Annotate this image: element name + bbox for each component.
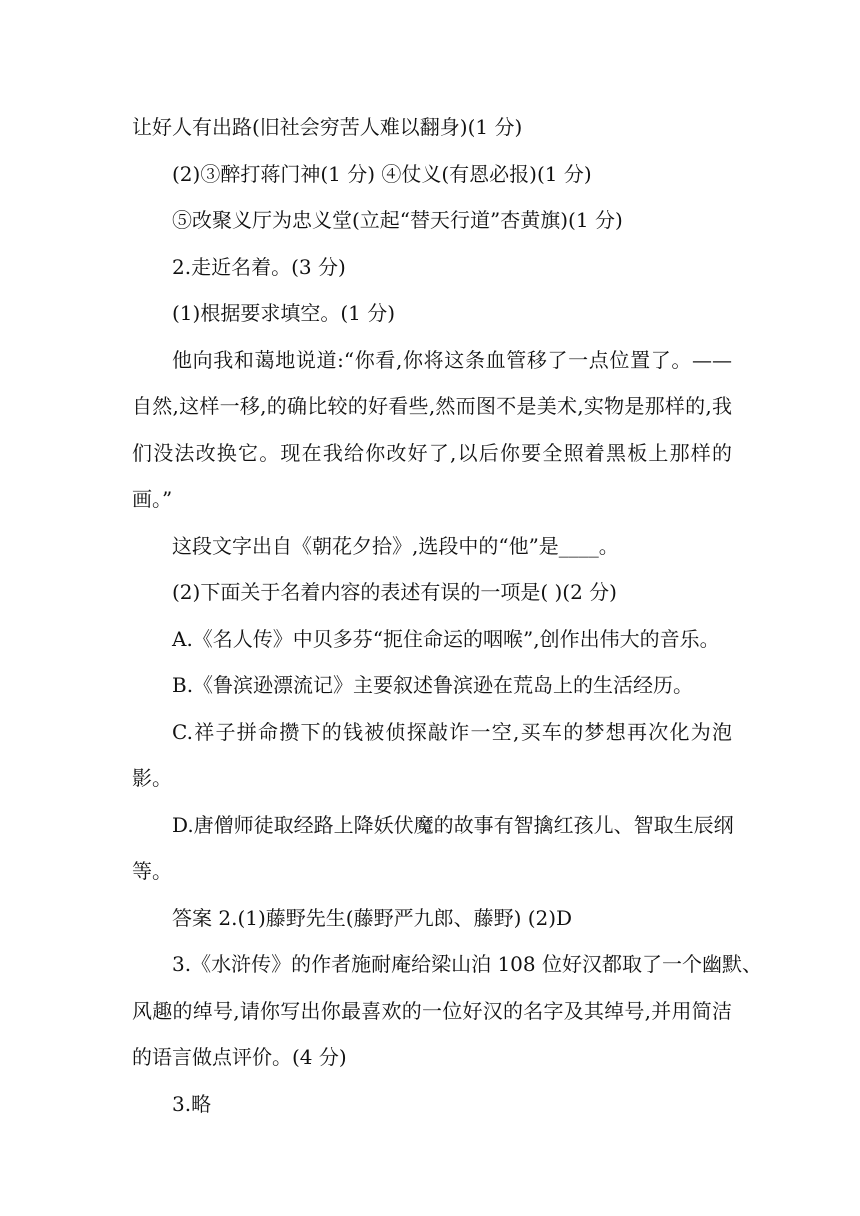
- quote-line: 们没法改换它。现在我给你改好了,以后你要全照着黑板上那样的: [132, 440, 732, 465]
- option-c: C.祥子拼命攒下的钱被侦探敲诈一空,买车的梦想再次化为泡: [172, 719, 732, 744]
- question-2-heading: 2.走近名着。(3 分): [172, 254, 346, 279]
- answer-line: 答案 2.(1)藤野先生(藤野严九郎、藤野) (2)D: [172, 905, 573, 930]
- subquestion-1: (1)根据要求填空。(1 分): [172, 301, 396, 325]
- quote-line: 自然,这样一移,的确比较的好看些,然而图不是美术,实物是那样的,我: [132, 394, 732, 418]
- option-d: D.唐僧师徒取经路上降妖伏魔的故事有智擒红孩儿、智取生辰纲: [172, 812, 734, 837]
- option-c-continued: 影。: [132, 766, 172, 790]
- question-3: 3.《水浒传》的作者施耐庵给梁山泊 108 位好汉都取了一个幽默、: [172, 952, 762, 976]
- answer-line-2: (2)③醉打蒋门神(1 分) ④仗义(有恩必报)(1 分): [172, 161, 592, 186]
- question-3-continued: 风趣的绰号,请你写出你最喜欢的一位好汉的名字及其绰号,并用简洁: [132, 998, 732, 1023]
- text-line: 让好人有出路(旧社会穷苦人难以翻身)(1 分): [132, 115, 523, 139]
- quote-line: 画。”: [132, 487, 173, 511]
- answer-3: 3.略: [172, 1091, 212, 1116]
- answer-line-5: ⑤改聚义厅为忠义堂(立起“替天行道”杏黄旗)(1 分): [172, 208, 623, 232]
- fill-blank-line: 这段文字出自《朝花夕拾》,选段中的“他”是____。: [172, 533, 619, 558]
- option-a: A.《名人传》中贝多芬“扼住命运的咽喉”,创作出伟大的音乐。: [172, 626, 720, 651]
- option-b: B.《鲁滨逊漂流记》主要叙述鲁滨逊在荒岛上的生活经历。: [172, 673, 694, 697]
- option-d-continued: 等。: [132, 859, 172, 883]
- document-body: [132, 104, 762, 1127]
- quote-line: 他向我和蔼地说道:“你看,你将这条血管移了一点位置了。——: [172, 347, 732, 372]
- question-3-continued: 的语言做点评价。(4 分): [132, 1045, 347, 1069]
- subquestion-2: (2)下面关于名着内容的表述有误的一项是( )(2 分): [172, 580, 617, 604]
